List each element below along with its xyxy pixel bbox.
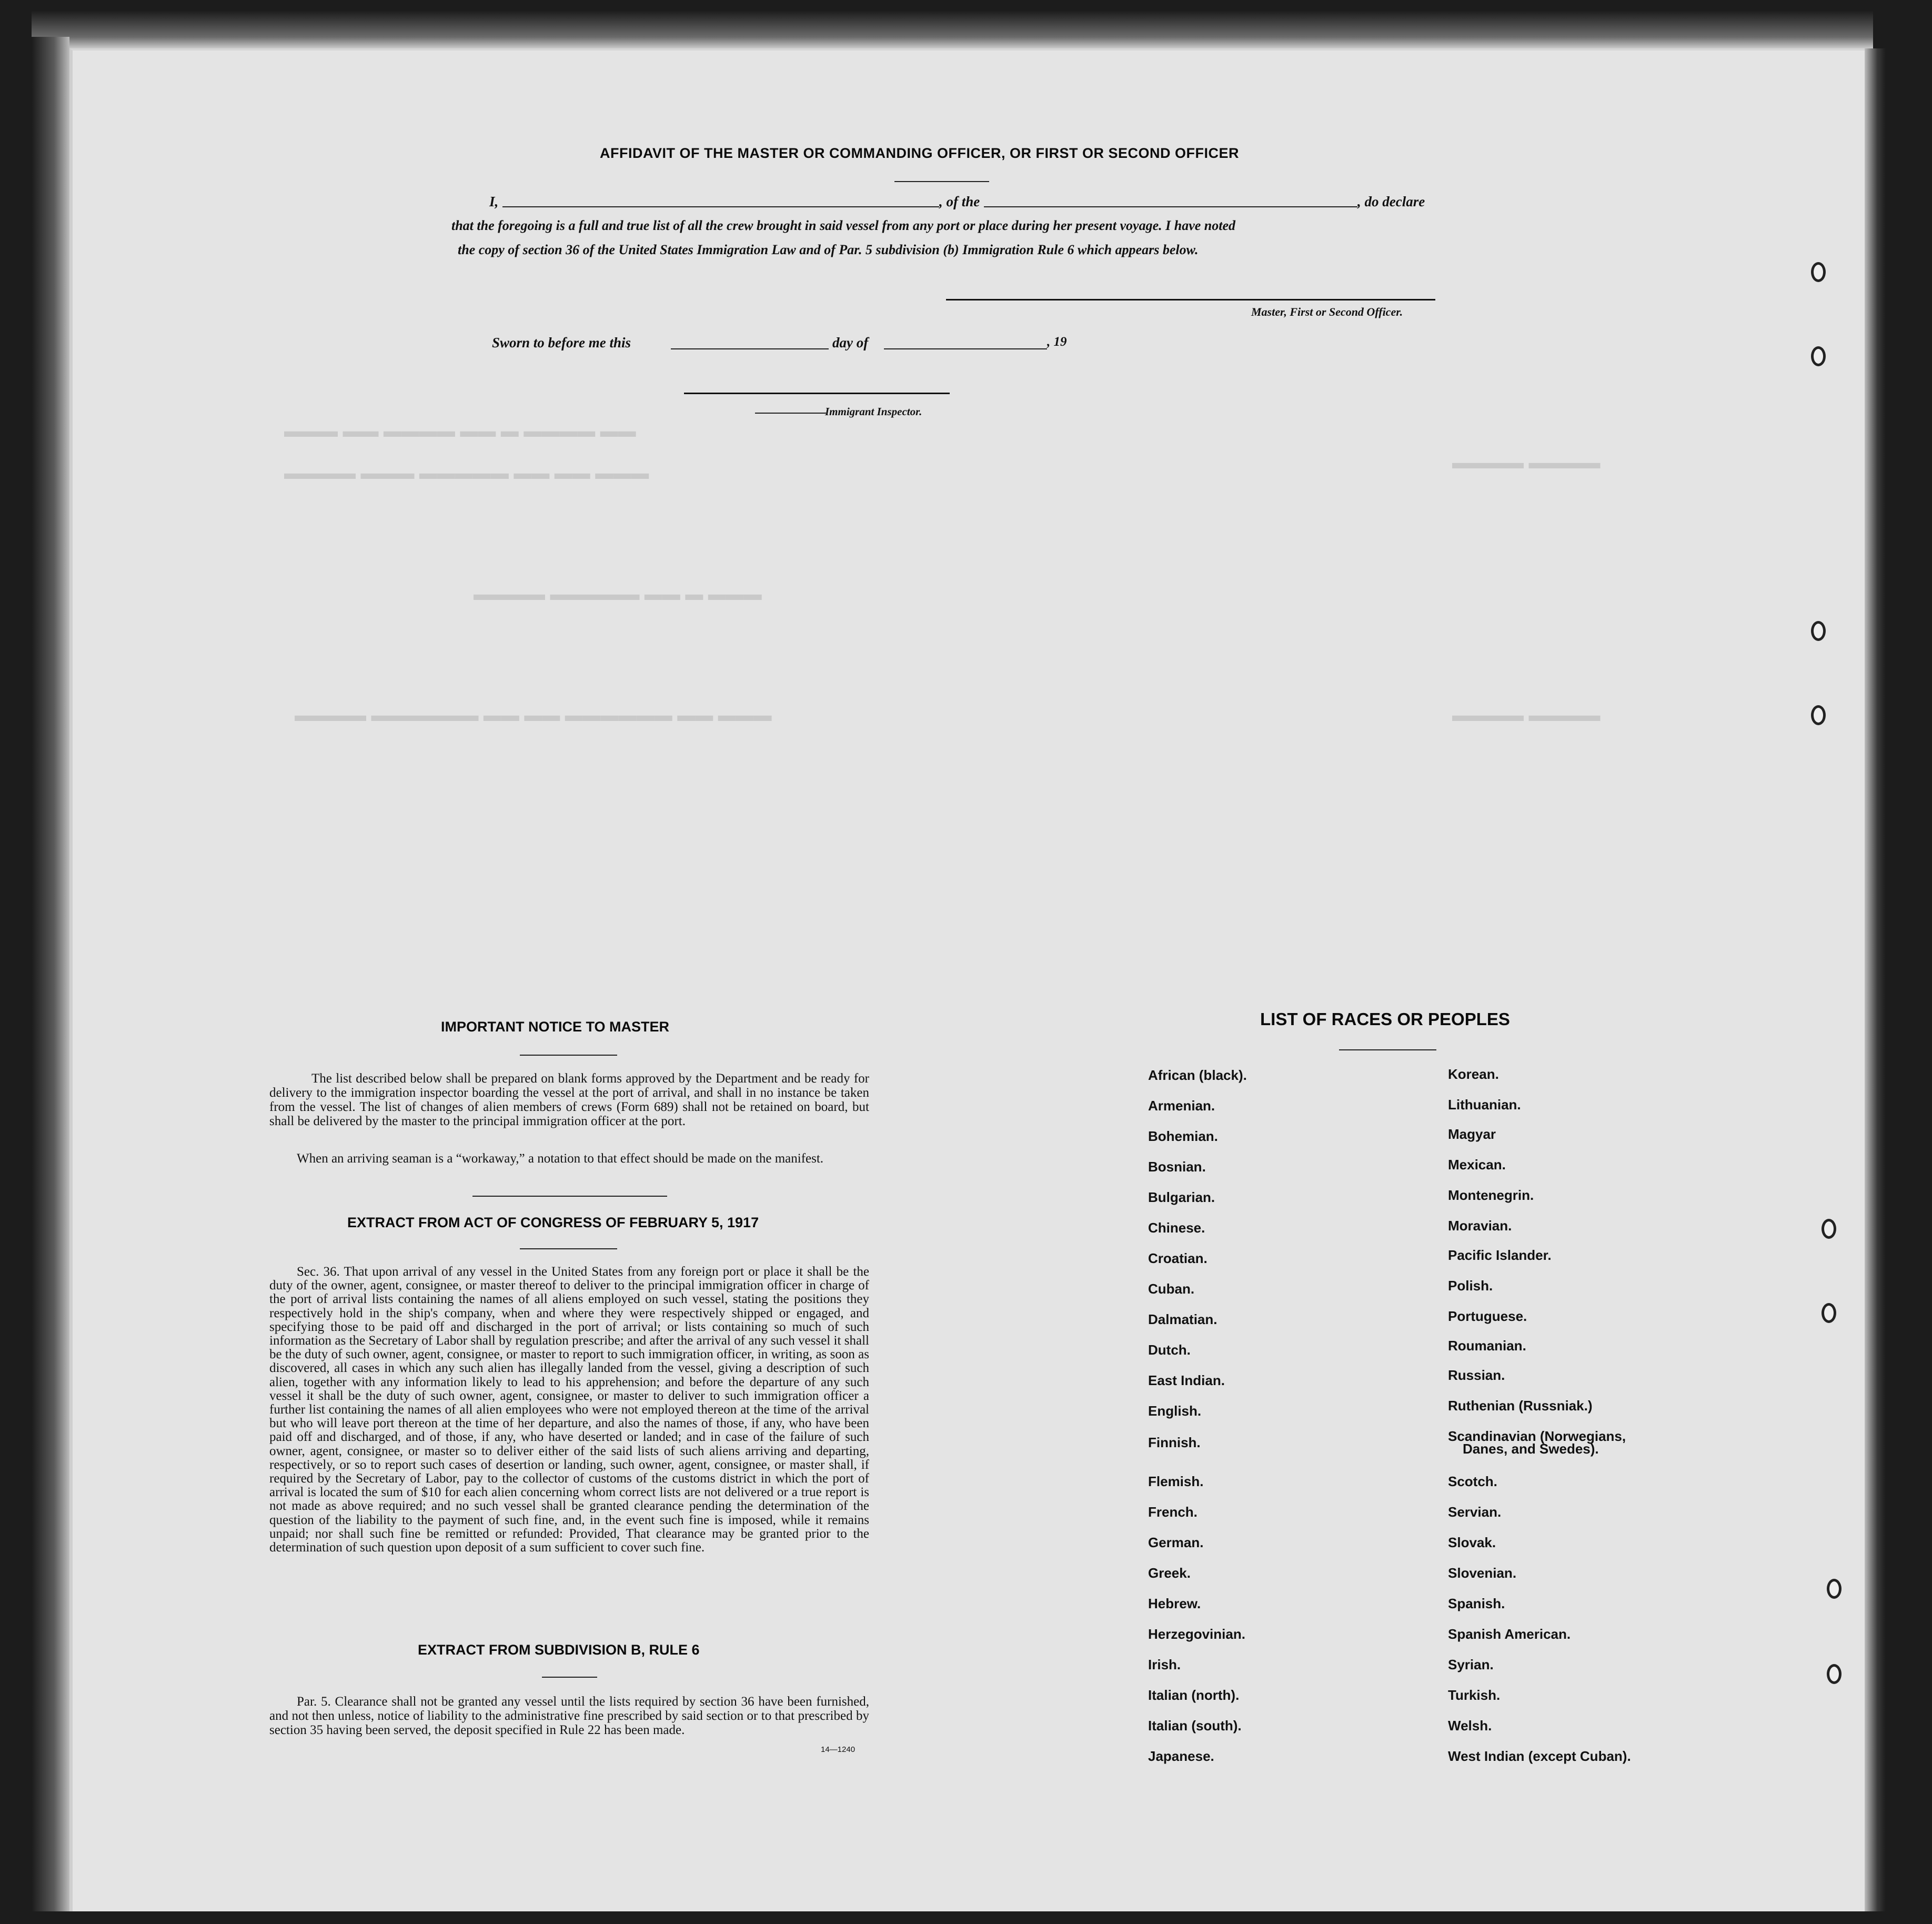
race-item: Ruthenian (Russniak.) [1448, 1398, 1593, 1414]
race-item: Syrian. [1448, 1657, 1494, 1672]
scan-border-right [1865, 48, 1886, 1911]
race-item: Armenian. [1148, 1098, 1215, 1114]
race-item: Spanish American. [1448, 1626, 1571, 1642]
divider [520, 1248, 617, 1249]
affidavit-title: AFFIDAVIT OF THE MASTER OR COMMANDING OFFICER, OR FIRST OR SECOND OFFICER [600, 145, 1239, 161]
document-page [69, 48, 1865, 1911]
divider [1339, 1049, 1436, 1050]
bleed-through-row: ▬▬▬ ▬▬ ▬▬▬▬ ▬▬ ▬ ▬▬▬▬ ▬▬ [284, 421, 636, 441]
race-item: Russian. [1448, 1367, 1505, 1383]
race-item: Bulgarian. [1148, 1189, 1215, 1205]
sworn-date-blank [671, 348, 829, 349]
race-item: Japanese. [1148, 1748, 1214, 1764]
divider [542, 1677, 597, 1678]
race-item: Slovak. [1448, 1535, 1496, 1550]
binder-hole [1811, 705, 1826, 725]
affidavit-line2: the copy of section 36 of the United States Immigration Law and of Par. 5 subdivision (b) Immigration Rule 6 which appears below. [458, 242, 1199, 257]
bleed-through-row: ▬▬▬▬ ▬▬▬▬ [1452, 705, 1601, 725]
race-item: Spanish. [1448, 1596, 1505, 1611]
affidavit-do-declare: , do declare [1357, 194, 1425, 209]
race-item: Turkish. [1448, 1687, 1501, 1703]
race-item: German. [1148, 1535, 1204, 1550]
race-item: Croatian. [1148, 1250, 1208, 1266]
race-item: Cuban. [1148, 1281, 1195, 1297]
scan-border-top [32, 11, 1873, 48]
race-item: Lithuanian. [1448, 1097, 1521, 1113]
extract-act-title: EXTRACT FROM ACT OF CONGRESS OF FEBRUARY 5, 1917 [347, 1215, 759, 1230]
race-item: French. [1148, 1504, 1198, 1520]
race-item: Greek. [1148, 1565, 1191, 1581]
extract-rule-text: Par. 5. Clearance shall not be granted any vessel until the lists required by section 36 have been furnished, and not then unless, notice of liability to the administrative fine prescribed by said section or to that prescribed by section 35 having been served, the deposit specified in Rule 22 has been made. [269, 1695, 869, 1737]
binder-hole [1822, 1219, 1836, 1239]
binder-hole [1811, 621, 1826, 641]
master-signature-line [946, 299, 1435, 300]
day-of-label: day of [832, 335, 869, 350]
vessel-blank [984, 206, 1357, 207]
notice-paragraph-2: When an arriving seaman is a “workaway,” a notation to that effect should be made on the manifest. [297, 1151, 824, 1166]
race-item: Servian. [1448, 1504, 1502, 1520]
binder-hole [1811, 346, 1826, 366]
race-item: Moravian. [1448, 1218, 1512, 1234]
inspector-label: Immigrant Inspector. [825, 405, 922, 418]
affidavit-line1: that the foregoing is a full and true list of all the crew brought in said vessel from any port or place during her present voyage. I have noted [451, 218, 1236, 233]
year-label: , 19 [1047, 335, 1067, 349]
race-item: English. [1148, 1403, 1202, 1419]
race-item: Dutch. [1148, 1342, 1191, 1358]
race-item: Slovenian. [1448, 1565, 1517, 1581]
race-item: Scotch. [1448, 1474, 1497, 1489]
race-item: Magyar [1448, 1126, 1496, 1142]
sworn-label: Sworn to before me this [492, 335, 631, 350]
notice-paragraph-1: The list described below shall be prepared on blank forms approved by the Department and be ready for delivery to the immigration inspector boarding the vessel at the port of arrival, and shall in no instance be taken from the vessel. The list of changes of alien members of crews (Form 689) shall not be retained on board, but shall be delivered by the master to the principal immigration officer at the port. [269, 1071, 869, 1128]
race-item: Polish. [1448, 1278, 1493, 1294]
race-item: Chinese. [1148, 1220, 1205, 1236]
extract-act-text: Sec. 36. That upon arrival of any vessel in the United States from any foreign port or place it shall be the duty of the owner, agent, consignee, or master thereof to deliver to the principal immigration officer in charge of the port of arrival lists containing the names of all aliens employed on such vessel, stating the positions they respectively hold in the ship's company, when and where they were respectively shipped or engaged, and specifying those to be paid off and discharged in the port of arrival; or lists containing so much of such information as the Secretary of Labor shall by regulation prescribe; and after the arrival of any such vessel it shall be the duty of such owner, agent, consignee, or master to report to such immigration officer, in writing, as soon as discovered, all cases in which any such alien has illegally landed from the vessel, giving a description of such alien, together with any information likely to lead to his apprehension; and before the departure of any such vessel it shall be the duty of such owner, agent, consignee, or master to deliver to such immigration officer a further list containing the names of all alien employees who were not employed thereon at the time of the arrival but who will leave port thereon at the time of her departure, and also the names of those, if any, who have been paid off and discharged, and of those, if any, who have deserted or landed; and in case of the failure of such owner, agent, consignee, or master so to deliver either of the said lists of such aliens arriving and departing, respectively, or so to report such cases of desertion or landing, such owner, agent, consignee, or master shall, if required by the Secretary of Labor, pay to the collector of customs of the customs district in which the port of arrival is located the sum of $10 for each alien concerning whom correct lists are not delivered or a true report is not made as above required; and no such vessel shall be granted clearance pending the determination of the question of the liability to the payment of such fine, and, in the event such fine is imposed, while it remains unpaid; nor shall such fine be remitted or refunded: Provided, That clearance may be granted prior to the determination of such question upon deposit of a sum sufficient to cover such fine. [269, 1265, 869, 1555]
bleed-through-row: ▬▬▬▬ ▬▬▬▬▬▬ ▬▬ ▬▬ ▬▬▬▬▬▬ ▬▬ ▬▬▬ [295, 705, 772, 725]
race-item: Hebrew. [1148, 1596, 1201, 1611]
race-item: Dalmatian. [1148, 1311, 1217, 1327]
race-item: Italian (north). [1148, 1687, 1240, 1703]
race-item: Irish. [1148, 1657, 1181, 1672]
divider [520, 1055, 617, 1056]
race-item: Pacific Islander. [1448, 1247, 1552, 1263]
race-item: Herzegovinian. [1148, 1626, 1245, 1642]
notice-title: IMPORTANT NOTICE TO MASTER [441, 1019, 669, 1035]
divider [894, 181, 989, 182]
divider [472, 1196, 667, 1197]
inspector-signature-line [684, 393, 950, 394]
month-blank [884, 348, 1047, 349]
race-item: West Indian (except Cuban). [1448, 1748, 1631, 1764]
race-item: Bosnian. [1148, 1159, 1206, 1175]
scan-border-left [32, 37, 69, 1911]
master-signature-label: Master, First or Second Officer. [1251, 305, 1403, 318]
binder-hole [1822, 1303, 1836, 1323]
race-item: East Indian. [1148, 1372, 1225, 1388]
race-item: Korean. [1448, 1066, 1499, 1082]
race-item: African (black). [1148, 1067, 1247, 1083]
bleed-through-row: ▬▬▬▬ ▬▬▬ ▬▬▬▬▬ ▬▬ ▬▬ ▬▬▬ [284, 463, 649, 483]
races-title: LIST OF RACES OR PEOPLES [1260, 1009, 1510, 1029]
name-blank [502, 206, 939, 207]
race-item: Welsh. [1448, 1718, 1492, 1733]
race-item: Montenegrin. [1448, 1187, 1534, 1203]
form-number: 14—1240 [821, 1745, 856, 1754]
bleed-through-row: ▬▬▬▬ ▬▬▬▬▬ ▬▬ ▬ ▬▬▬ [474, 584, 762, 604]
bleed-through-row: ▬▬▬▬ ▬▬▬▬ [1452, 453, 1601, 473]
affidavit-i-label: I, [489, 194, 499, 209]
race-item: Flemish. [1148, 1474, 1204, 1489]
binder-hole [1811, 262, 1826, 282]
binder-hole [1827, 1579, 1842, 1599]
race-item: Mexican. [1448, 1157, 1506, 1173]
race-item: Portuguese. [1448, 1308, 1527, 1324]
race-item: Roumanian. [1448, 1338, 1526, 1354]
race-item: Italian (south). [1148, 1718, 1242, 1733]
race-item: Scandinavian (Norwegians, [1448, 1428, 1626, 1444]
inspector-short-line [755, 413, 826, 414]
race-item: Danes, and Swedes). [1463, 1441, 1599, 1457]
race-item: Finnish. [1148, 1435, 1201, 1450]
affidavit-of-the: , of the [939, 194, 980, 209]
binder-hole [1827, 1664, 1842, 1684]
extract-rule-title: EXTRACT FROM SUBDIVISION B, RULE 6 [418, 1642, 700, 1658]
race-item: Bohemian. [1148, 1128, 1218, 1144]
